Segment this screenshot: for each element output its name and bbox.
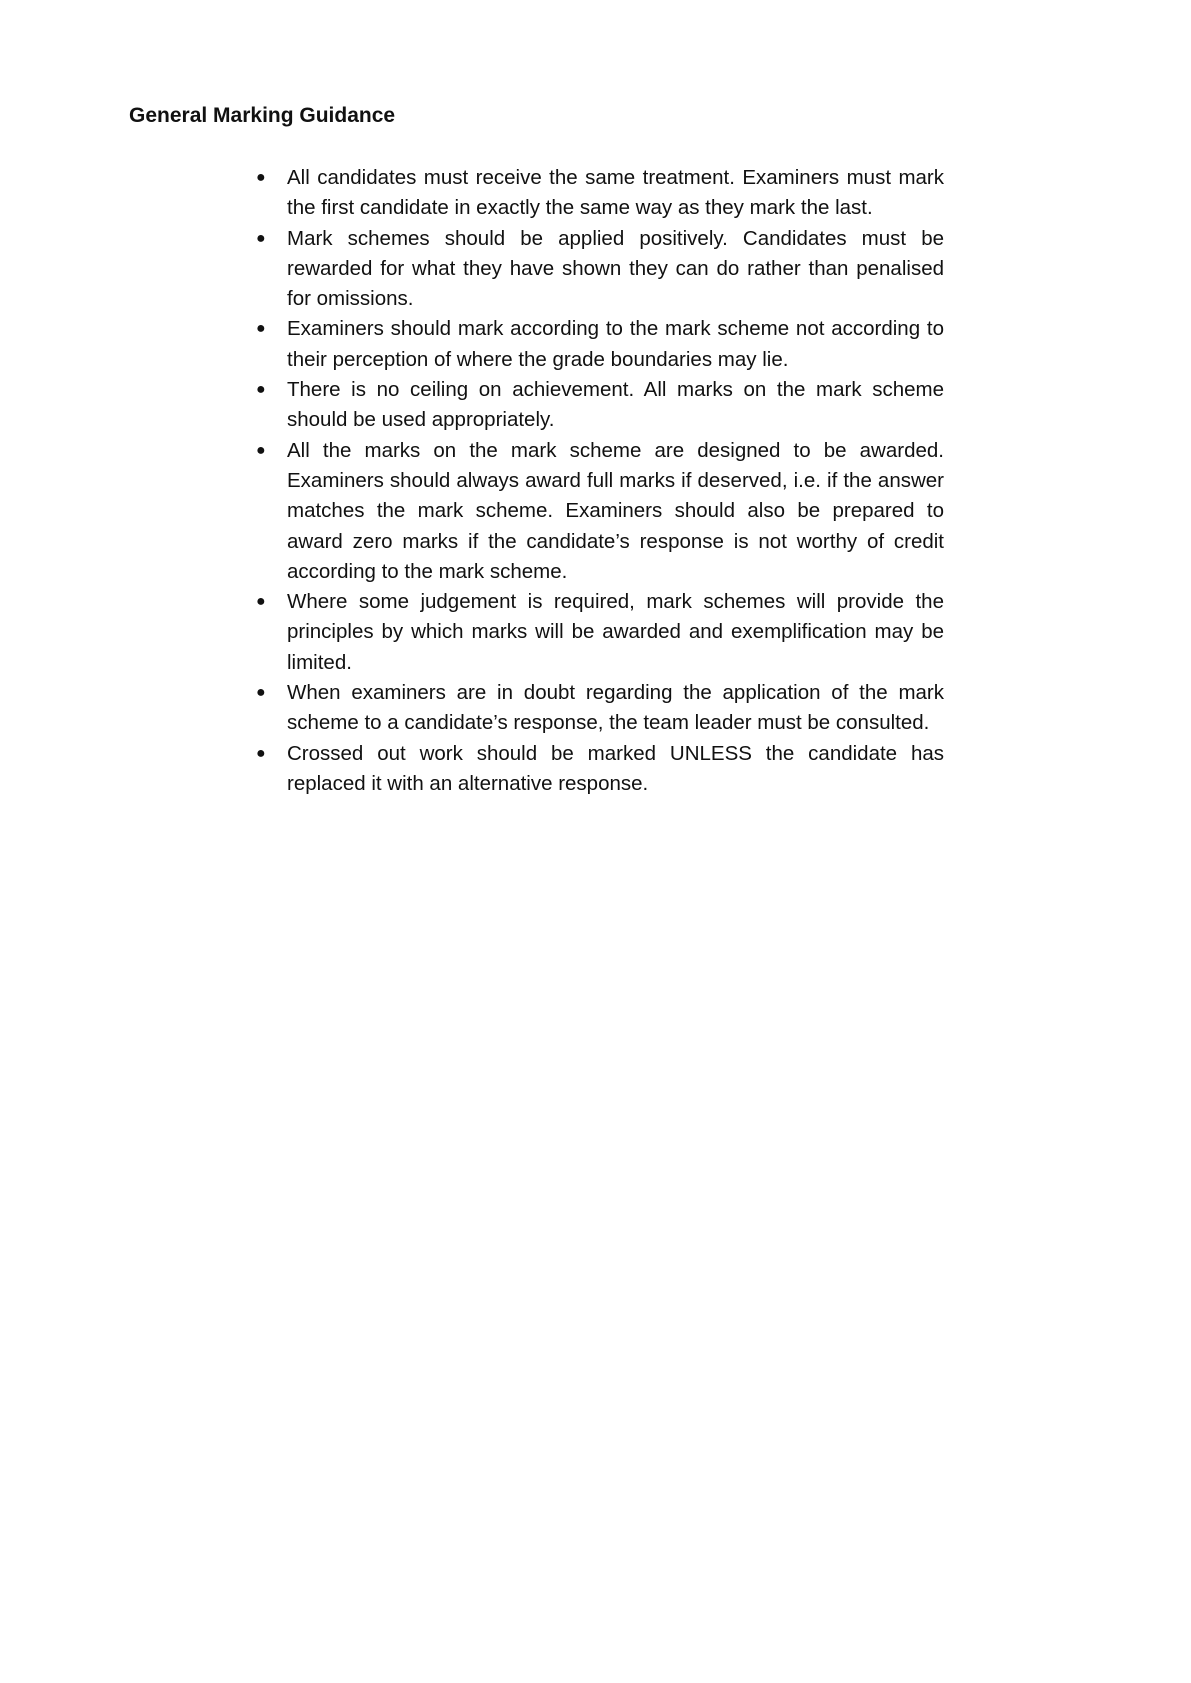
list-item-text: Crossed out work should be marked UNLESS the candidate has replaced it with an alternative response. [287, 741, 944, 795]
list-item [256, 163, 944, 224]
bullet-icon: ● [256, 229, 266, 247]
list-item [256, 436, 944, 587]
guidance-list [256, 163, 944, 799]
list-item-text: All the marks on the mark scheme are designed to be awarded. Examiners should always award full marks if deserved, i.e. if the answer matches the mark scheme. Examiners should also be prepared to award zero marks if the candidate’s response is not worthy of credit according to the mark scheme. [287, 438, 944, 583]
bullet-icon: ● [256, 593, 266, 611]
list-item-text: All candidates must receive the same treatment. Examiners must mark the first candidate in exactly the same way as they mark the last. [287, 166, 944, 220]
list-item-text: Mark schemes should be applied positively. Candidates must be rewarded for what they have shown they can do rather than penalised for omissions. [287, 226, 944, 311]
list-item [256, 224, 944, 315]
list-item [256, 314, 944, 375]
bullet-icon: ● [256, 320, 266, 338]
list-item-text: There is no ceiling on achievement. All marks on the mark scheme should be used appropriately. [287, 378, 944, 432]
list-item-text: Examiners should mark according to the mark scheme not according to their perception of where the grade boundaries may lie. [287, 317, 944, 371]
list-item-text: Where some judgement is required, mark schemes will provide the principles by which marks will be awarded and exemplification may be limited. [287, 590, 944, 674]
bullet-icon: ● [256, 744, 266, 762]
bullet-icon: ● [256, 381, 266, 399]
list-item [256, 375, 944, 436]
bullet-icon: ● [256, 684, 266, 702]
list-item [256, 739, 944, 800]
list-item [256, 587, 944, 678]
list-item [256, 678, 944, 739]
bullet-icon: ● [256, 169, 266, 186]
page-heading: General Marking Guidance [129, 104, 396, 127]
bullet-icon: ● [256, 441, 266, 459]
list-item-text: When examiners are in doubt regarding the application of the mark scheme to a candidate’s response, the team leader must be consulted. [287, 681, 944, 735]
